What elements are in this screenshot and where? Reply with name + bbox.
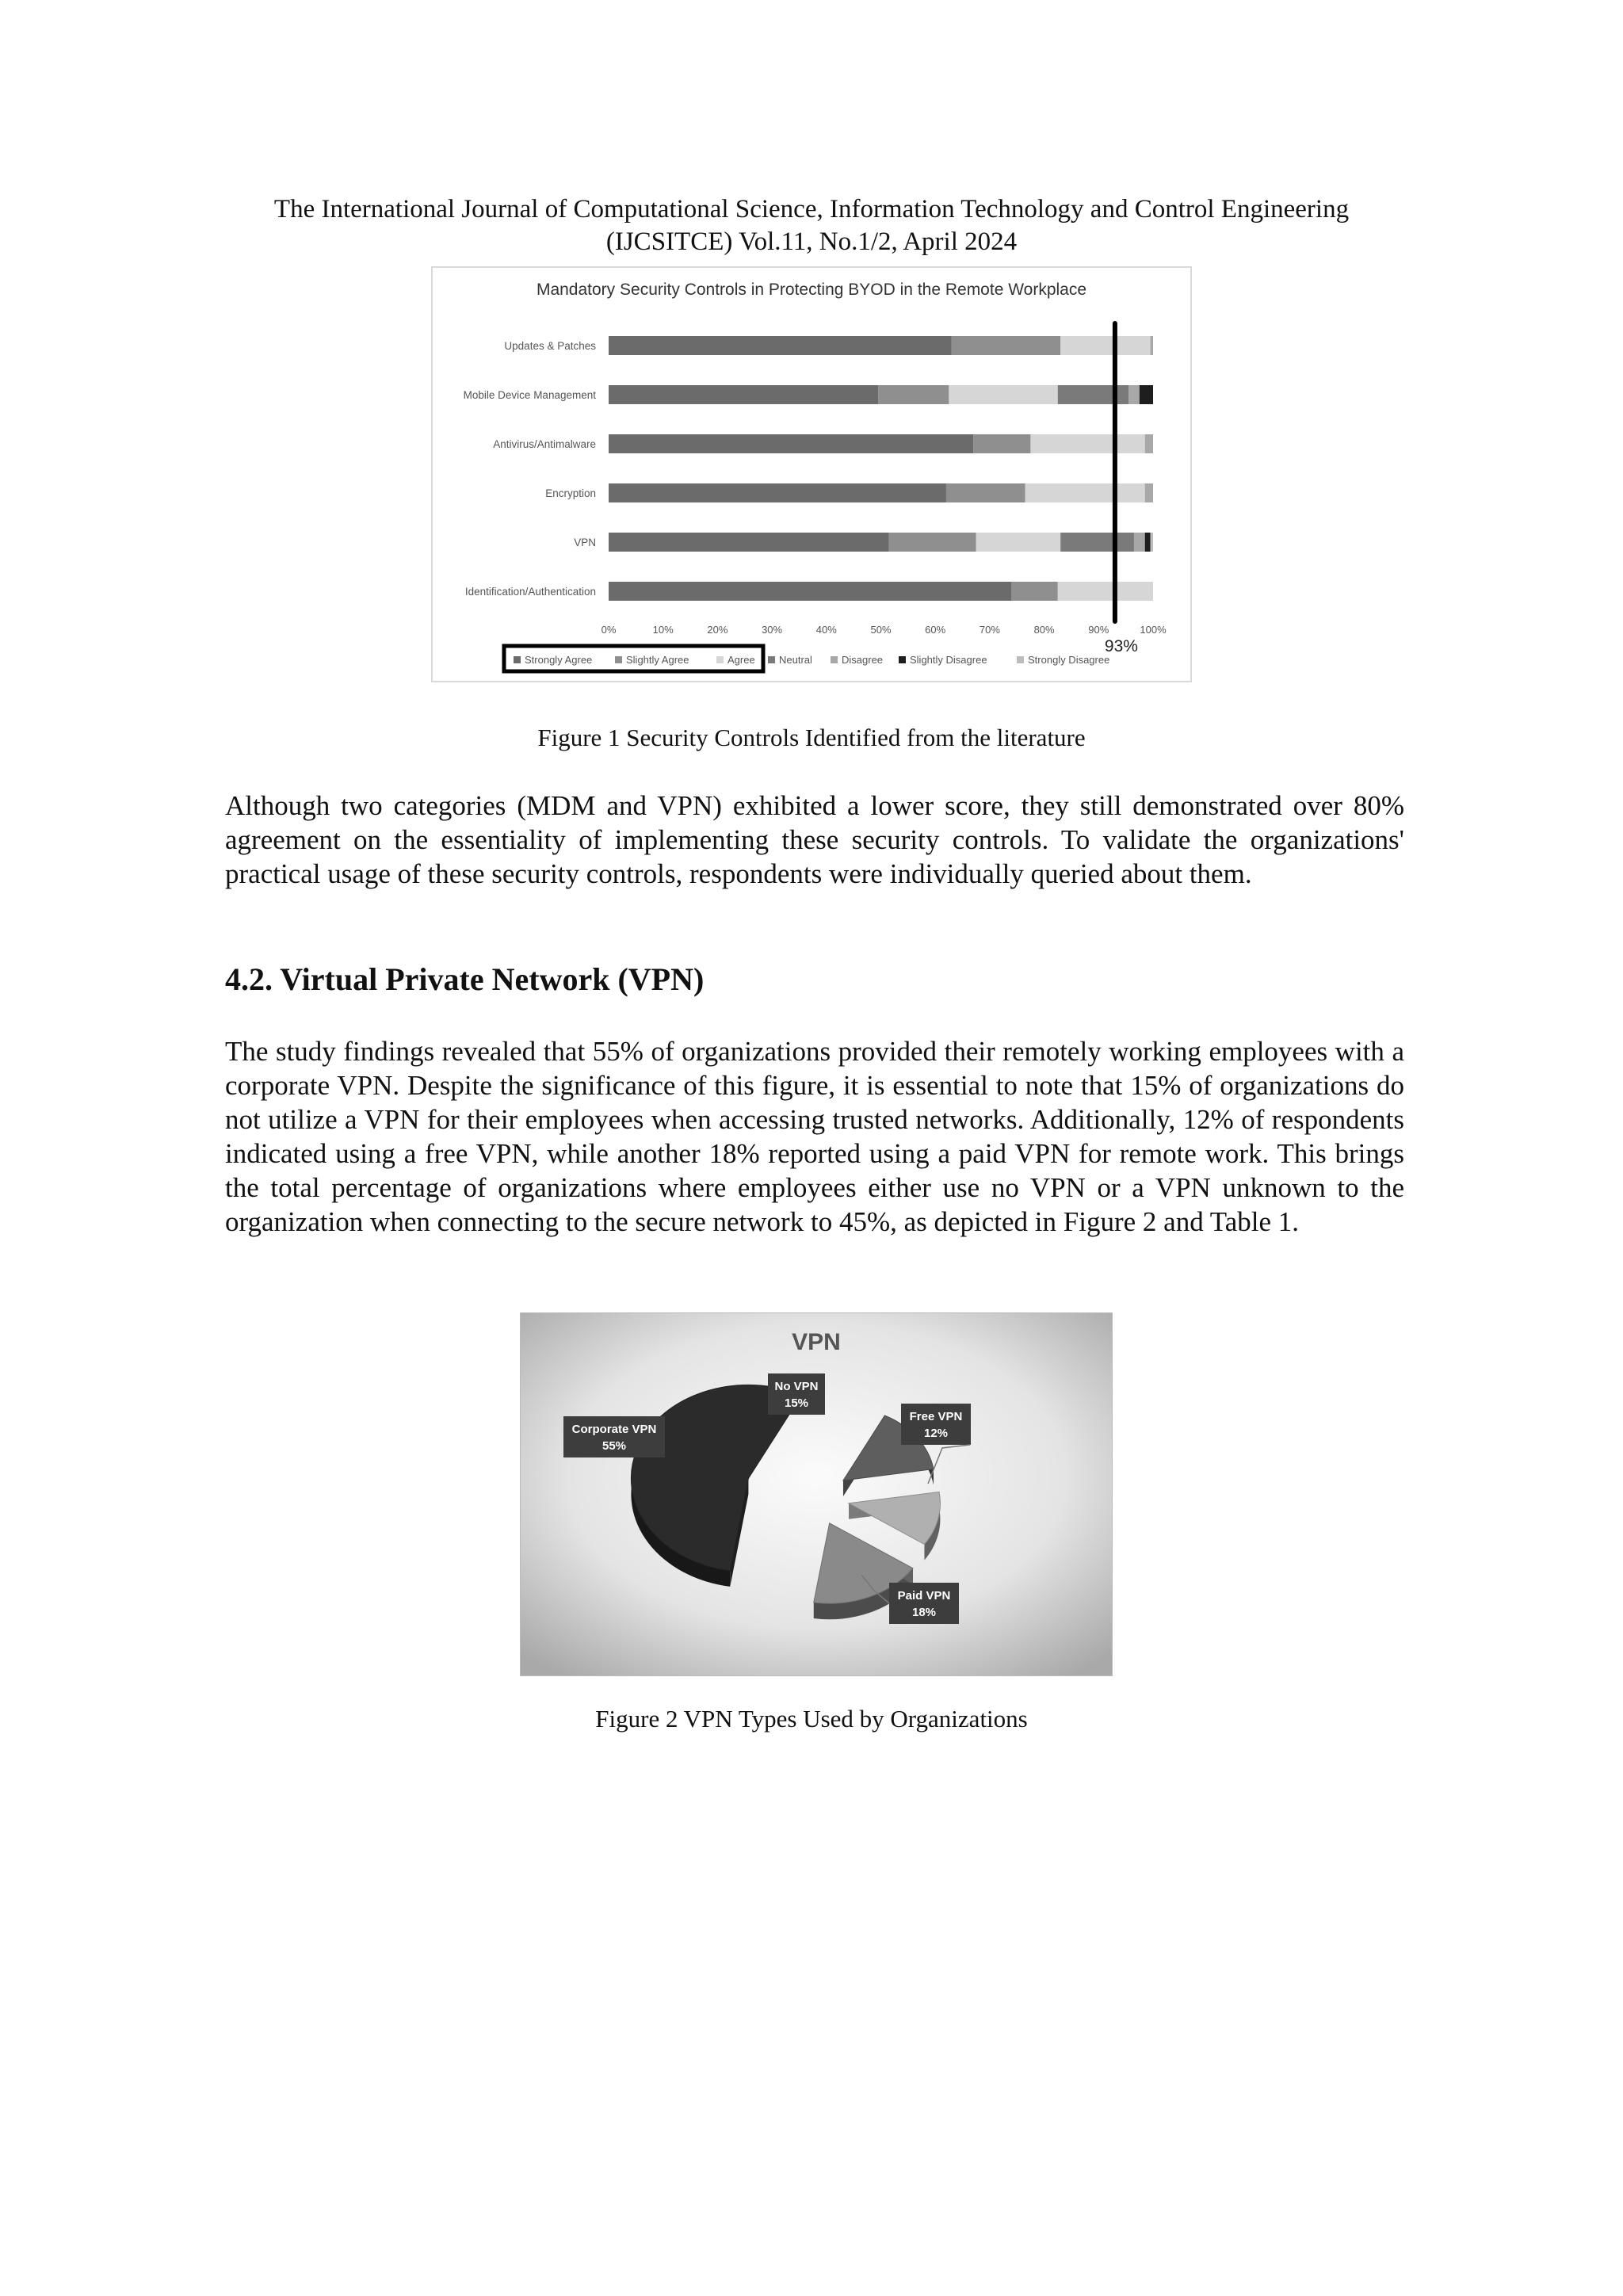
- x-tick-50-pct: 50%: [870, 624, 892, 636]
- x-tick-0-pct: 0%: [601, 624, 617, 636]
- pie-chart-title: VPN: [792, 1329, 841, 1355]
- bar-identification-authentication-slightly-agree: [1011, 582, 1057, 601]
- pie-label-value-no-vpn: 15%: [784, 1396, 809, 1410]
- bar-category-label-mobile-device-management: Mobile Device Management: [463, 389, 596, 401]
- pie-chart-svg: [521, 1313, 1112, 1675]
- bar-antivirus-antimalware-disagree: [1145, 434, 1153, 453]
- bar-vpn-slightly-agree: [889, 533, 976, 552]
- bar-chart-title: Mandatory Security Controls in Protecting BYOD in the Remote Workplace: [536, 281, 1087, 299]
- section-heading-vpn: 4.2. Virtual Private Network (VPN): [225, 961, 705, 997]
- bar-mobile-device-management-slightly-agree: [878, 385, 949, 404]
- bar-mobile-device-management-slightly-disagree: [1140, 385, 1153, 404]
- bar-encryption-strongly-agree: [609, 483, 946, 502]
- paragraph-vpn-findings: The study findings revealed that 55% of organizations provided their remotely working employees with a corporate VPN. Despite the significance of this figure, it is essential to note that 15% of organizations do not utilize a VPN for their employees when accessing trusted networks. Additionally, 12% of respondents indicated using a free VPN, while another 18% reported using a paid VPN for remote work. This brings the total percentage of organizations where employees either use no VPN or a VPN unknown to the organization when connecting to the secure network to 45%, as depicted in Figure 2 and Table 1.: [225, 1036, 1404, 1237]
- bar-updates-patches-agree: [1060, 336, 1150, 355]
- legend-label-disagree: Disagree: [842, 654, 884, 666]
- bar-vpn-strongly-disagree: [1151, 533, 1153, 552]
- legend-swatch-slightly-disagree: [899, 656, 906, 663]
- bar-updates-patches-strongly-agree: [609, 336, 952, 355]
- bar-vpn-agree: [976, 533, 1060, 552]
- bar-vpn-strongly-agree: [609, 533, 889, 552]
- pie-label-value-free-vpn: 12%: [923, 1427, 949, 1440]
- legend-label-neutral: Neutral: [779, 654, 812, 666]
- journal-header-line1: The International Journal of Computational Science, Information Technology and Control Engineering: [273, 195, 1350, 223]
- journal-header-line2: (IJCSITCE) Vol.11, No.1/2, April 2024: [605, 227, 1018, 256]
- figure2-caption: Figure 2 VPN Types Used by Organizations: [595, 1705, 1028, 1733]
- bar-category-label-identification-authentication: Identification/Authentication: [464, 586, 596, 598]
- bar-category-label-updates-patches: Updates & Patches: [504, 340, 596, 352]
- legend-swatch-disagree: [831, 656, 838, 663]
- x-tick-60-pct: 60%: [925, 624, 946, 636]
- x-tick-20-pct: 20%: [707, 624, 728, 636]
- reference-line-label: 93%: [1104, 637, 1138, 655]
- pie-label-name-paid-vpn: Paid VPN: [897, 1589, 951, 1603]
- x-tick-40-pct: 40%: [815, 624, 837, 636]
- bar-chart-legend: [514, 654, 1109, 666]
- pie-label-name-free-vpn: Free VPN: [909, 1410, 963, 1423]
- bar-identification-authentication-agree: [1058, 582, 1153, 601]
- bar-antivirus-antimalware-agree: [1030, 434, 1144, 453]
- bar-category-label-vpn: VPN: [574, 537, 596, 548]
- pie-chart-background: [521, 1313, 1112, 1675]
- pie-label-name-no-vpn: No VPN: [774, 1380, 819, 1393]
- legend-swatch-strongly-agree: [514, 656, 521, 663]
- figure1-caption: Figure 1 Security Controls Identified from the literature: [537, 724, 1086, 751]
- pie-label-name-corporate-vpn: Corporate VPN: [571, 1423, 657, 1436]
- legend-swatch-strongly-disagree: [1017, 656, 1024, 663]
- legend-label-strongly-disagree: Strongly Disagree: [1028, 654, 1110, 666]
- x-tick-70-pct: 70%: [979, 624, 1000, 636]
- legend-label-slightly-disagree: Slightly Disagree: [910, 654, 987, 666]
- bar-vpn-slightly-disagree: [1145, 533, 1151, 552]
- x-tick-80-pct: 80%: [1033, 624, 1055, 636]
- legend-label-slightly-agree: Slightly Agree: [626, 654, 689, 666]
- bar-identification-authentication-strongly-agree: [609, 582, 1011, 601]
- pie-label-free-vpn: [901, 1404, 971, 1445]
- x-tick-10-pct: 10%: [652, 624, 674, 636]
- legend-swatch-neutral: [768, 656, 775, 663]
- legend-label-agree: Agree: [727, 654, 755, 666]
- bar-mobile-device-management-agree: [949, 385, 1057, 404]
- bar-updates-patches-slightly-agree: [952, 336, 1060, 355]
- journal-header: [206, 193, 1417, 258]
- bar-chart-svg: [433, 268, 1190, 681]
- bar-updates-patches-disagree: [1151, 336, 1153, 355]
- legend-item-disagree: [831, 654, 883, 666]
- legend-item-slightly-disagree: [899, 654, 987, 666]
- bar-antivirus-antimalware-slightly-agree: [973, 434, 1030, 453]
- bar-mobile-device-management-neutral: [1058, 385, 1128, 404]
- pie-label-paid-vpn: [889, 1583, 959, 1624]
- bar-antivirus-antimalware-strongly-agree: [609, 434, 973, 453]
- figure1-bar-chart: [431, 266, 1192, 682]
- bar-mobile-device-management-strongly-agree: [609, 385, 878, 404]
- legend-item-neutral: [768, 654, 812, 666]
- bar-category-label-encryption: Encryption: [545, 487, 596, 499]
- x-tick-100-pct: 100%: [1140, 624, 1167, 636]
- legend-label-strongly-agree: Strongly Agree: [525, 654, 593, 666]
- x-tick-90-pct: 90%: [1088, 624, 1109, 636]
- paragraph-mdm-vpn: Although two categories (MDM and VPN) exhibited a lower score, they still demonstrated over 80% agreement on the essentiality of implementing these security controls. To validate the organizations' practical usage of these security controls, respondents were individually queried about them.: [225, 790, 1404, 889]
- legend-swatch-agree: [716, 656, 724, 663]
- legend-item-strongly-agree: [514, 654, 592, 666]
- bar-mobile-device-management-disagree: [1128, 385, 1140, 404]
- bar-vpn-disagree: [1134, 533, 1145, 552]
- legend-swatch-slightly-agree: [615, 656, 622, 663]
- legend-item-agree: [716, 654, 755, 666]
- bar-encryption-slightly-agree: [946, 483, 1025, 502]
- bar-encryption-agree: [1025, 483, 1145, 502]
- pie-label-value-paid-vpn: 18%: [911, 1606, 937, 1619]
- bar-category-label-antivirus-antimalware: Antivirus/Antimalware: [493, 438, 596, 450]
- x-tick-30-pct: 30%: [762, 624, 783, 636]
- pie-label-value-corporate-vpn: 55%: [601, 1439, 627, 1453]
- bar-vpn-neutral: [1060, 533, 1134, 552]
- legend-item-strongly-disagree: [1017, 654, 1109, 666]
- bar-encryption-disagree: [1145, 483, 1153, 502]
- figure2-pie-chart: [520, 1312, 1113, 1676]
- pie-label-corporate-vpn: [563, 1416, 665, 1457]
- legend-item-slightly-agree: [615, 654, 689, 666]
- pie-label-no-vpn: [768, 1373, 825, 1415]
